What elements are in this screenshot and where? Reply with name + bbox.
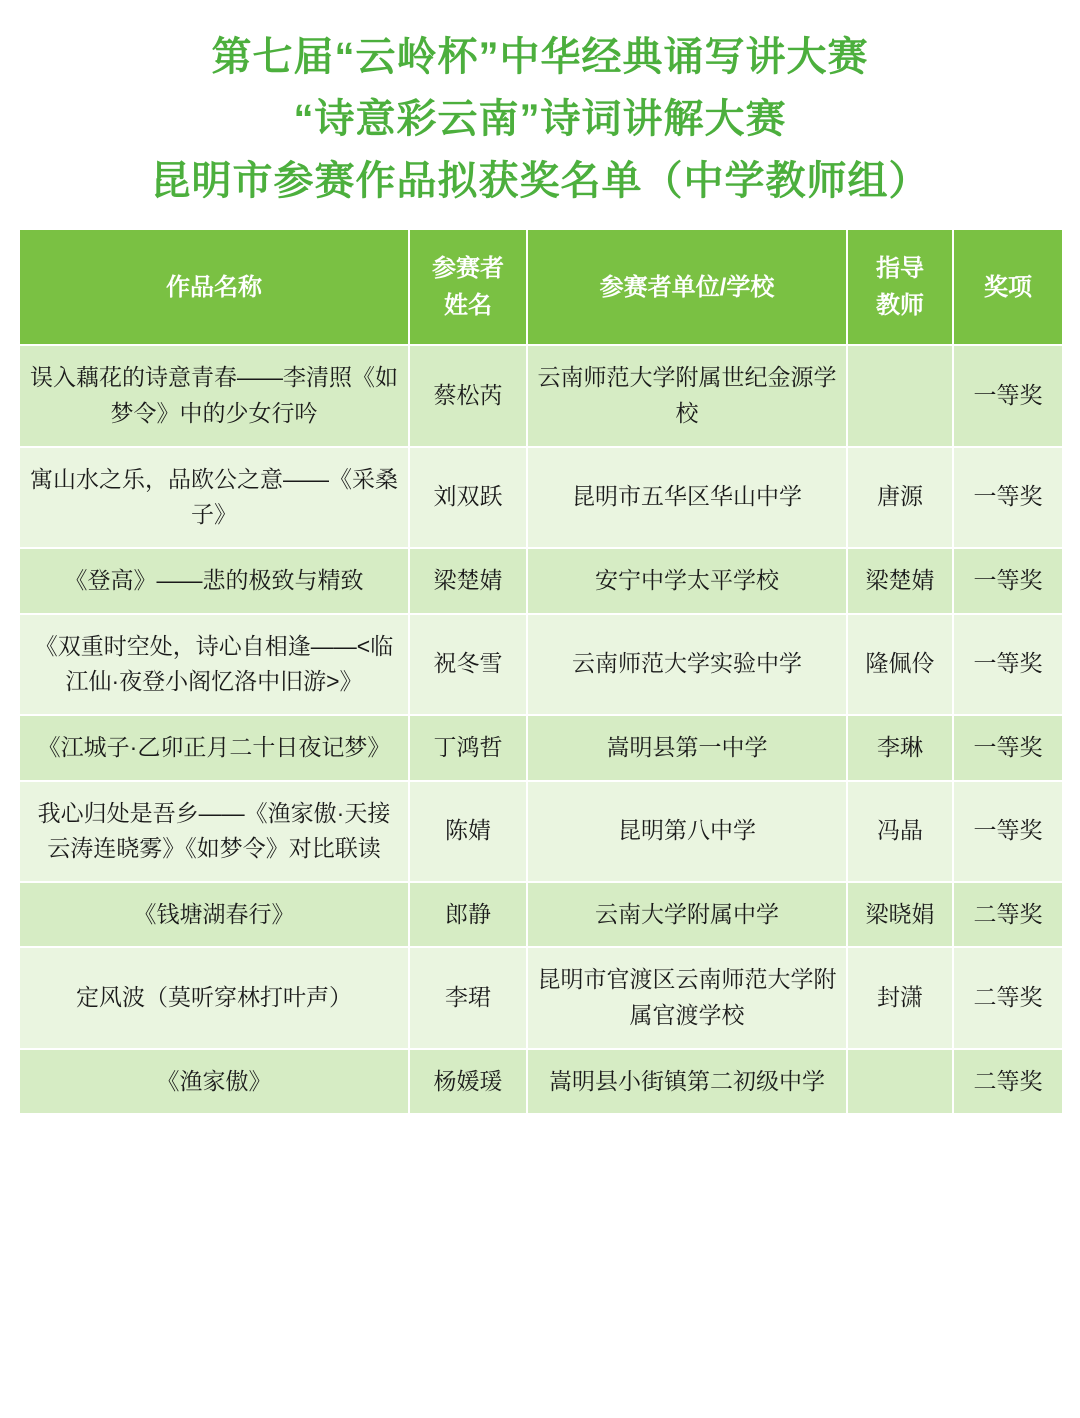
cell-award: 一等奖 — [953, 548, 1063, 614]
cell-name: 刘双跃 — [409, 447, 527, 548]
cell-work: 《双重时空处，诗心自相逢——<临江仙·夜登小阁忆洛中旧游>》 — [19, 614, 409, 715]
column-header-name-line2: 姓名 — [444, 292, 492, 320]
column-header-work: 作品名称 — [19, 229, 409, 345]
cell-unit: 昆明市官渡区云南师范大学附属官渡学校 — [527, 947, 847, 1048]
cell-name: 祝冬雪 — [409, 614, 527, 715]
cell-teacher: 封潇 — [847, 947, 953, 1048]
cell-teacher: 李琳 — [847, 715, 953, 781]
cell-unit: 云南师范大学实验中学 — [527, 614, 847, 715]
cell-award: 二等奖 — [953, 882, 1063, 948]
cell-work: 定风波（莫听穿林打叶声） — [19, 947, 409, 1048]
cell-unit: 嵩明县第一中学 — [527, 715, 847, 781]
table-row — [19, 614, 1063, 715]
table-row — [19, 1049, 1063, 1115]
cell-name: 杨媛瑗 — [409, 1049, 527, 1115]
cell-unit: 安宁中学太平学校 — [527, 548, 847, 614]
table-row — [19, 715, 1063, 781]
cell-teacher: 唐源 — [847, 447, 953, 548]
table-row — [19, 447, 1063, 548]
column-header-teacher — [847, 229, 953, 345]
cell-award: 一等奖 — [953, 447, 1063, 548]
cell-work: 《登高》——悲的极致与精致 — [19, 548, 409, 614]
cell-teacher — [847, 1049, 953, 1115]
column-header-unit: 参赛者单位/学校 — [527, 229, 847, 345]
table-row — [19, 548, 1063, 614]
cell-work: 《渔家傲》 — [19, 1049, 409, 1115]
page-title — [18, 26, 1062, 212]
cell-teacher: 梁晓娟 — [847, 882, 953, 948]
cell-name: 蔡松芮 — [409, 345, 527, 446]
table-row — [19, 882, 1063, 948]
table-body — [19, 345, 1063, 1114]
cell-work: 误入藕花的诗意青春——李清照《如梦令》中的少女行吟 — [19, 345, 409, 446]
cell-unit: 云南大学附属中学 — [527, 882, 847, 948]
cell-work: 寓山水之乐，品欧公之意——《采桑子》 — [19, 447, 409, 548]
cell-award: 一等奖 — [953, 781, 1063, 882]
table-row — [19, 947, 1063, 1048]
cell-award: 一等奖 — [953, 715, 1063, 781]
cell-award: 一等奖 — [953, 345, 1063, 446]
cell-teacher: 隆佩伶 — [847, 614, 953, 715]
cell-name: 李珺 — [409, 947, 527, 1048]
table-header-row — [19, 229, 1063, 345]
cell-name: 丁鸿哲 — [409, 715, 527, 781]
cell-teacher: 梁楚婧 — [847, 548, 953, 614]
cell-award: 二等奖 — [953, 1049, 1063, 1115]
column-header-award: 奖项 — [953, 229, 1063, 345]
cell-work: 我心归处是吾乡——《渔家傲·天接云涛连晓雾》《如梦令》对比联读 — [19, 781, 409, 882]
column-header-teacher-line2: 教师 — [876, 292, 924, 320]
column-header-name-line1: 参赛者 — [432, 255, 504, 282]
title-line-1: 第七届“云岭杯”中华经典诵写讲大赛 — [211, 35, 869, 79]
award-list-table — [18, 228, 1064, 1115]
table-row — [19, 781, 1063, 882]
cell-work: 《钱塘湖春行》 — [19, 882, 409, 948]
cell-award: 一等奖 — [953, 614, 1063, 715]
cell-unit: 嵩明县小街镇第二初级中学 — [527, 1049, 847, 1115]
cell-unit: 昆明第八中学 — [527, 781, 847, 882]
cell-teacher: 冯晶 — [847, 781, 953, 882]
cell-name: 陈婧 — [409, 781, 527, 882]
cell-unit: 昆明市五华区华山中学 — [527, 447, 847, 548]
cell-teacher — [847, 345, 953, 446]
table-header — [19, 229, 1063, 345]
cell-name: 梁楚婧 — [409, 548, 527, 614]
column-header-teacher-line1: 指导 — [876, 255, 924, 282]
cell-unit: 云南师范大学附属世纪金源学校 — [527, 345, 847, 446]
title-line-2: “诗意彩云南”诗词讲解大赛 — [293, 97, 787, 141]
table-row — [19, 345, 1063, 446]
column-header-name — [409, 229, 527, 345]
title-line-3: 昆明市参赛作品拟获奖名单（中学教师组） — [150, 159, 930, 203]
cell-work: 《江城子·乙卯正月二十日夜记梦》 — [19, 715, 409, 781]
cell-name: 郎静 — [409, 882, 527, 948]
cell-award: 二等奖 — [953, 947, 1063, 1048]
